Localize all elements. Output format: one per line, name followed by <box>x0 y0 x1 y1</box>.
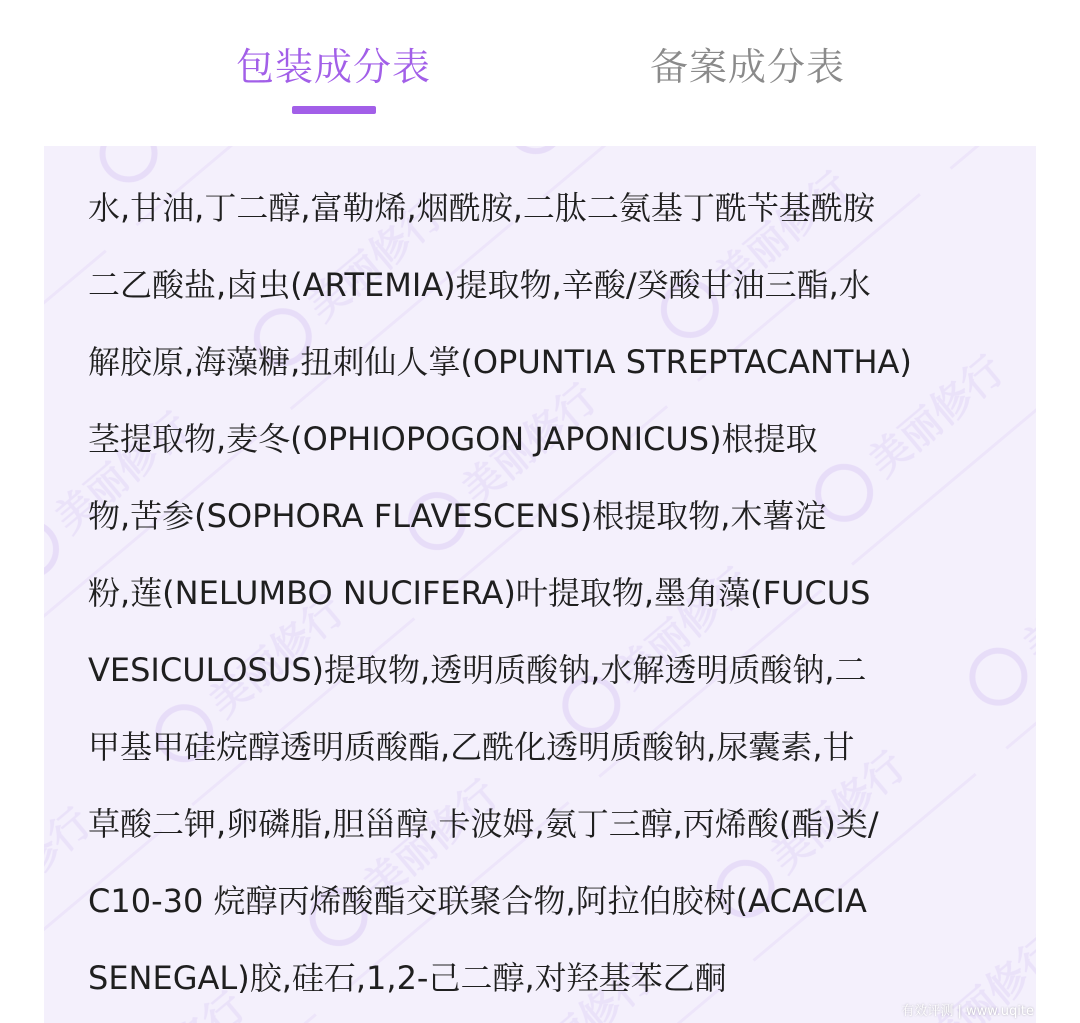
active-tab-indicator <box>292 106 376 114</box>
tab-packaging-ingredients[interactable]: 包装成分表 <box>236 45 432 89</box>
ingredients-text <box>88 170 1008 1017</box>
ingredients-line: 甲基甲硅烷醇透明质酸酯,乙酰化透明质酸钠,尿囊素,甘 <box>88 728 855 766</box>
ingredients-line: 草酸二钾,卵磷脂,胆甾醇,卡波姆,氨丁三醇,丙烯酸(酯)类/ <box>88 805 879 843</box>
ingredients-line: VESICULOSUS)提取物,透明质酸钠,水解透明质酸钠,二 <box>88 651 867 689</box>
ingredients-line: C10-30 烷醇丙烯酸酯交联聚合物,阿拉伯胶树(ACACIA <box>88 882 867 920</box>
ingredients-line: 解胶原,海藻糖,扭刺仙人掌(OPUNTIA STREPTACANTHA) <box>88 343 912 381</box>
tab-bar <box>0 0 1080 130</box>
ingredients-line: 粉,莲(NELUMBO NUCIFERA)叶提取物,墨角藻(FUCUS <box>88 574 871 612</box>
ingredients-line: 物,苦参(SOPHORA FLAVESCENS)根提取物,木薯淀 <box>88 497 827 535</box>
credit-watermark: 有效评测 | www.uqite <box>901 1004 1034 1019</box>
ingredients-line: SENEGAL)胶,硅石,1,2-己二醇,对羟基苯乙酮 <box>88 959 727 997</box>
ingredients-panel <box>44 146 1036 1023</box>
ingredients-line: 二乙酸盐,卤虫(ARTEMIA)提取物,辛酸/癸酸甘油三酯,水 <box>88 266 871 304</box>
tab-registered-ingredients[interactable]: 备案成分表 <box>650 45 846 89</box>
ingredients-line: 茎提取物,麦冬(OPHIOPOGON JAPONICUS)根提取 <box>88 420 818 458</box>
ingredients-line: 水,甘油,丁二醇,富勒烯,烟酰胺,二肽二氨基丁酰苄基酰胺 <box>88 189 875 227</box>
